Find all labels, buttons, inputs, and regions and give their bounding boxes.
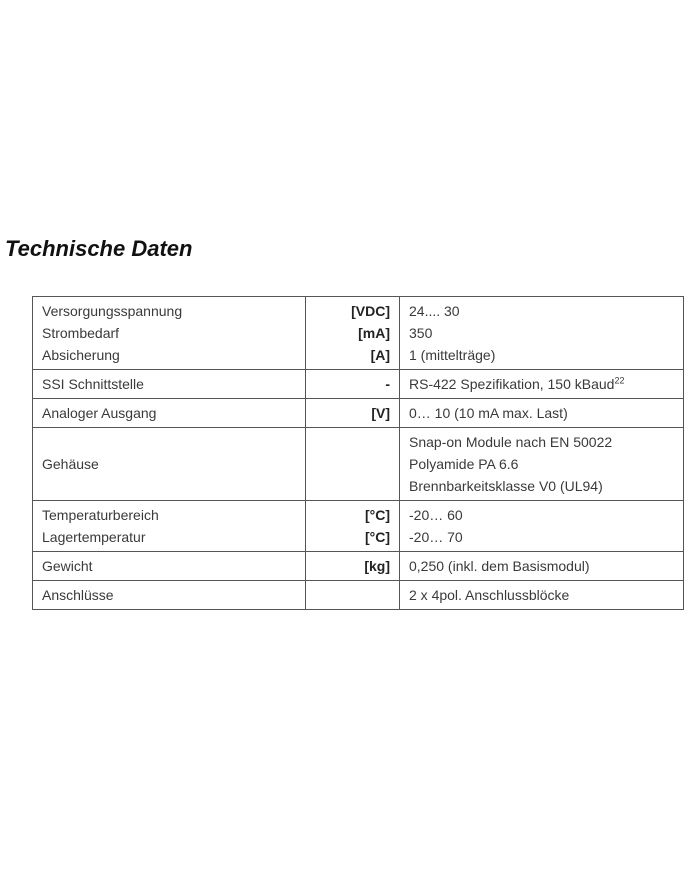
value-cell (400, 428, 684, 501)
label-cell (33, 399, 306, 428)
param-value: 0… 10 (10 mA max. Last) (409, 405, 568, 421)
param-label: Absicherung (42, 347, 120, 363)
label-cell (33, 552, 306, 581)
label-cell (33, 428, 306, 501)
param-label: Gewicht (42, 558, 93, 574)
value-cell (400, 501, 684, 552)
table-row (33, 399, 684, 428)
value-cell (400, 552, 684, 581)
table-row (33, 297, 684, 370)
param-unit: [A] (370, 347, 390, 363)
label-cell (33, 581, 306, 610)
param-value: 1 (mittelträge) (409, 347, 496, 363)
param-unit: - (385, 376, 390, 392)
technical-data-table (32, 296, 684, 610)
param-label: Anschlüsse (42, 587, 114, 603)
unit-cell (306, 370, 400, 399)
param-unit: [VDC] (351, 303, 390, 319)
footnote-ref: 22 (614, 375, 625, 386)
param-label: Lagertemperatur (42, 529, 146, 545)
value-cell (400, 370, 684, 399)
param-label: Strombedarf (42, 325, 120, 341)
value-cell (400, 297, 684, 370)
section-title: Technische Daten (5, 236, 193, 261)
unit-cell (306, 581, 400, 610)
label-cell (33, 501, 306, 552)
param-value: Brennbarkeitsklasse V0 (UL94) (409, 478, 603, 494)
param-label: Temperaturbereich (42, 507, 159, 523)
unit-cell (306, 297, 400, 370)
param-value: 350 (409, 325, 433, 341)
table-row (33, 428, 684, 501)
param-value: -20… 60 (409, 507, 463, 523)
value-cell (400, 581, 684, 610)
unit-cell (306, 428, 400, 501)
param-unit: [mA] (358, 325, 390, 341)
unit-cell (306, 552, 400, 581)
unit-cell (306, 501, 400, 552)
param-value: 2 x 4pol. Anschlussblöcke (409, 587, 570, 603)
param-value: 24.... 30 (409, 303, 460, 319)
param-unit: [°C] (364, 507, 390, 523)
param-unit: [°C] (364, 529, 390, 545)
param-value: Polyamide PA 6.6 (409, 456, 519, 472)
table-row (33, 370, 684, 399)
label-cell (33, 297, 306, 370)
param-value: 0,250 (inkl. dem Basismodul) (409, 558, 590, 574)
param-label: Gehäuse (42, 456, 99, 472)
label-cell (33, 370, 306, 399)
table-row (33, 552, 684, 581)
param-value: RS-422 Spezifikation, 150 kBaud (409, 376, 615, 392)
param-unit: [kg] (364, 558, 390, 574)
table-row (33, 501, 684, 552)
param-label: Versorgungsspannung (42, 303, 183, 319)
table-row (33, 581, 684, 610)
param-label: Analoger Ausgang (42, 405, 157, 421)
param-label: SSI Schnittstelle (42, 376, 144, 392)
value-cell (400, 399, 684, 428)
param-value: Snap-on Module nach EN 50022 (409, 434, 613, 450)
unit-cell (306, 399, 400, 428)
param-unit: [V] (371, 405, 390, 421)
param-value: -20… 70 (409, 529, 463, 545)
